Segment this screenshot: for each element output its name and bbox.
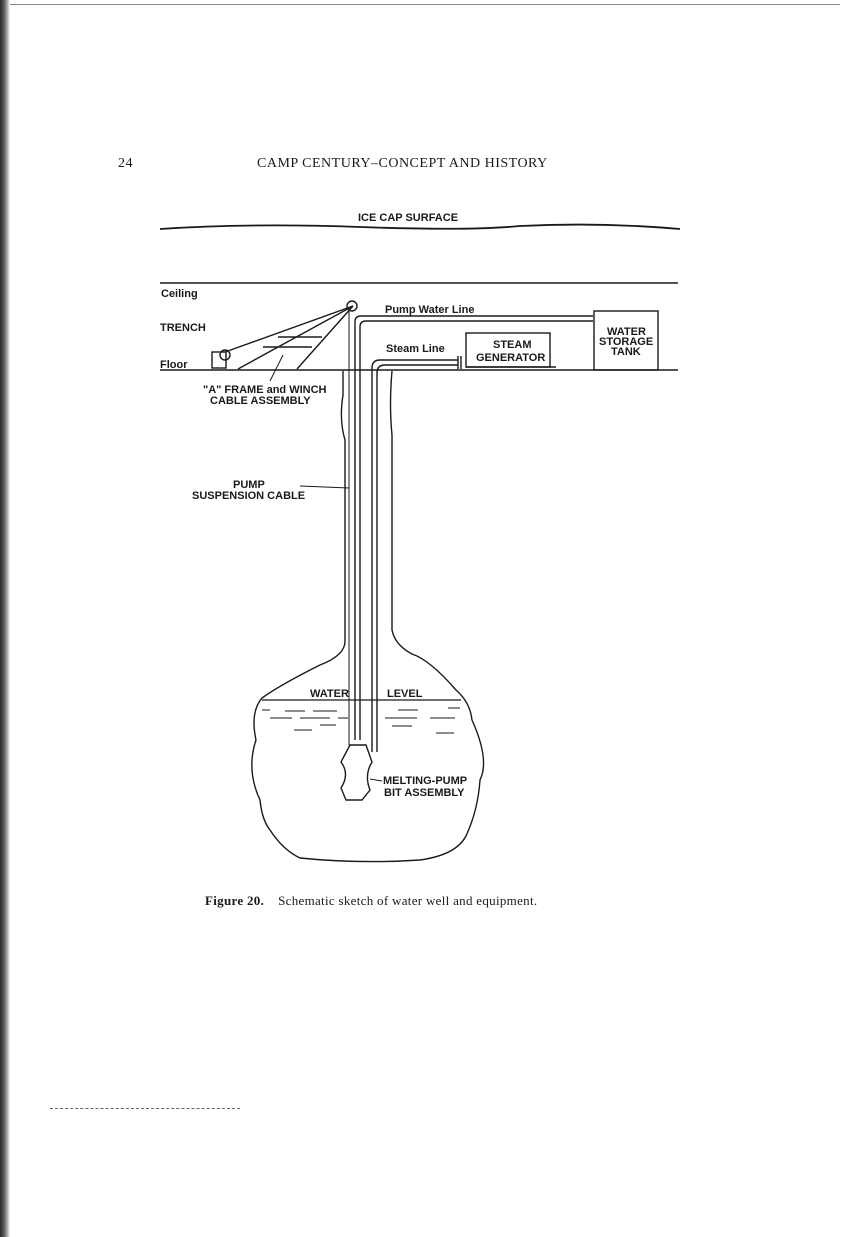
label-trench: TRENCH bbox=[160, 322, 206, 334]
figure-caption-text: Schematic sketch of water well and equipment. bbox=[278, 893, 538, 908]
label-a-frame-2: CABLE ASSEMBLY bbox=[210, 395, 311, 407]
water-ripples bbox=[262, 708, 460, 733]
label-melting-pump-2: BIT ASSEMBLY bbox=[384, 787, 465, 799]
ice-cap-surface-line bbox=[160, 225, 680, 229]
figure-caption-label: Figure 20. bbox=[205, 893, 265, 908]
label-a-frame-1: "A" FRAME and WINCH bbox=[203, 384, 327, 396]
label-pump-water-line: Pump Water Line bbox=[385, 304, 475, 316]
label-water-tank-2: STORAGE bbox=[599, 336, 654, 348]
label-floor: Floor bbox=[160, 359, 188, 371]
label-pump-2: SUSPENSION CABLE bbox=[192, 490, 306, 502]
label-pump-1: PUMP bbox=[233, 479, 265, 491]
label-water-level-right: LEVEL bbox=[387, 688, 423, 700]
label-ice-cap-surface: ICE CAP SURFACE bbox=[358, 212, 459, 224]
melting-pump-bit bbox=[341, 745, 372, 800]
label-steam-line: Steam Line bbox=[386, 343, 445, 355]
bottom-scan-rule bbox=[50, 1108, 240, 1110]
label-steam-generator-2: GENERATOR bbox=[476, 352, 546, 364]
label-steam-generator-1: STEAM bbox=[493, 339, 532, 351]
page-number: 24 bbox=[118, 156, 133, 171]
label-melting-pump-1: MELTING-PUMP bbox=[383, 775, 468, 787]
label-water-tank-1: WATER bbox=[607, 326, 646, 338]
figure-caption bbox=[205, 893, 537, 909]
running-title: CAMP CENTURY–CONCEPT AND HISTORY bbox=[257, 156, 548, 171]
label-water-level-left: WATER bbox=[310, 688, 349, 700]
label-ceiling: Ceiling bbox=[161, 288, 198, 300]
label-water-tank-3: TANK bbox=[611, 346, 641, 358]
